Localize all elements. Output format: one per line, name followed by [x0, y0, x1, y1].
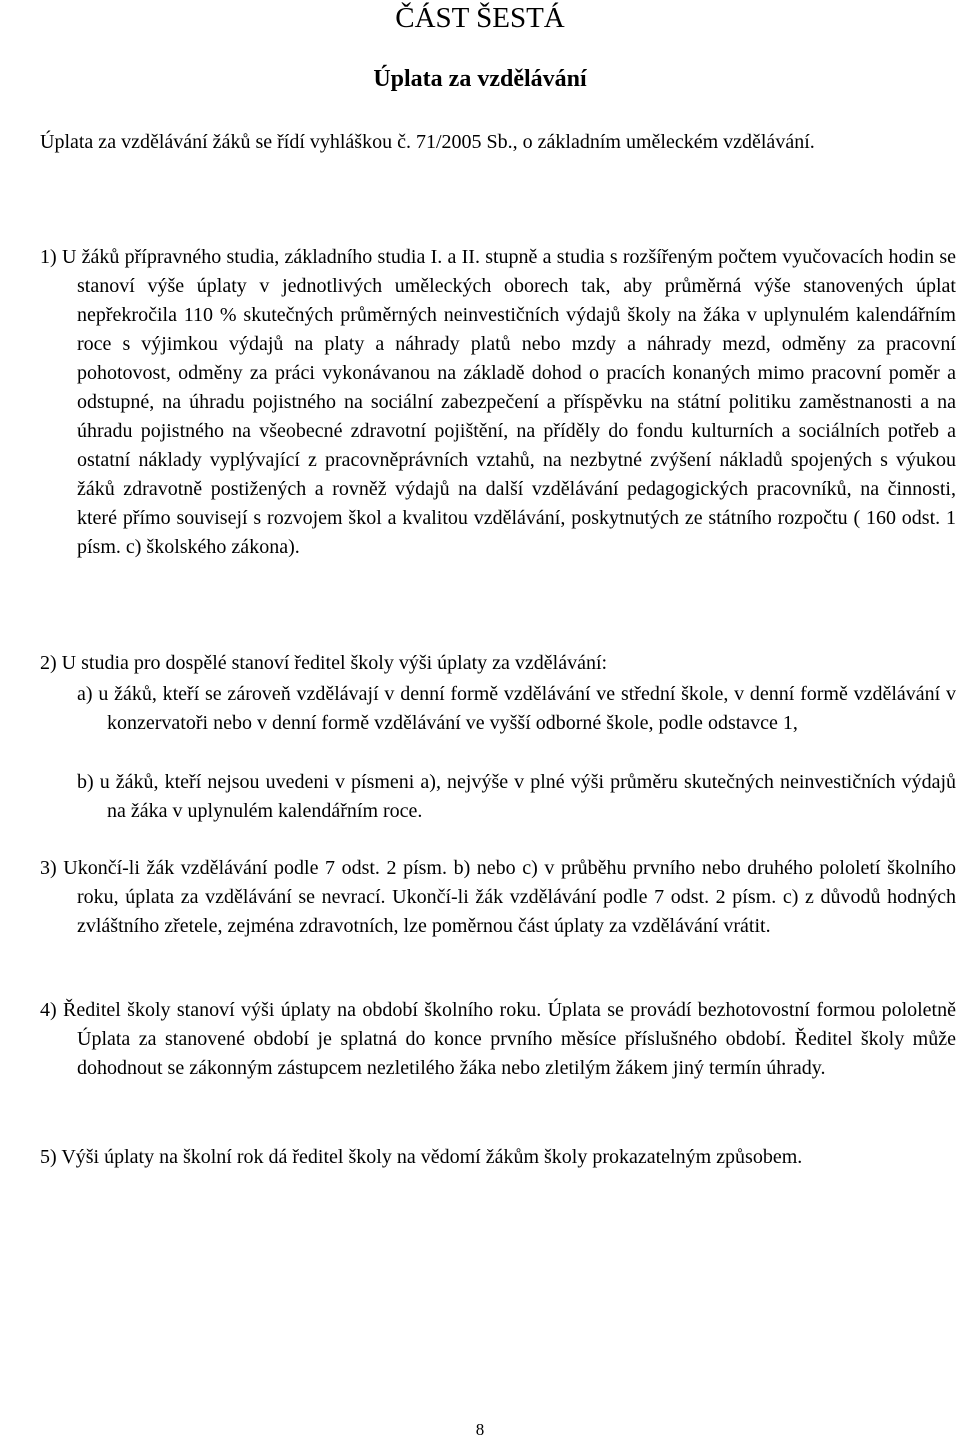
paragraph-2-item-a — [77, 680, 956, 738]
paragraph-2 — [40, 649, 956, 678]
paragraph-4-text: Ředitel školy stanoví výši úplaty na období školního roku. Úplata se provádí bezhotovostní formou pololetně Úplata za stanovené období je splatná do konce prvního měsíce příslušného období. Ředitel školy může dohodnout se zákonným zástupcem nezletilého žáka nebo zletilým žákem jiný termín úhrady. — [63, 999, 956, 1079]
paragraph-2-number: 2) — [40, 652, 57, 674]
paragraph-5 — [40, 1143, 956, 1172]
paragraph-4-line — [40, 996, 956, 1083]
part-title: ČÁST ŠESTÁ — [395, 2, 565, 34]
paragraph-3-number: 3) — [40, 857, 57, 879]
paragraph-2-item-a-label: a) — [77, 683, 93, 705]
paragraph-4 — [40, 996, 956, 1083]
paragraph-1-number: 1) — [40, 246, 57, 268]
section-title: Úplata za vzdělávání — [373, 66, 587, 92]
paragraph-2-line — [40, 649, 956, 678]
paragraph-5-line — [40, 1143, 956, 1172]
paragraph-3 — [40, 854, 956, 941]
paragraph-2-text: U studia pro dospělé stanoví ředitel školy výši úplaty za vzdělávání: — [61, 652, 608, 674]
paragraph-1-text: U žáků přípravného studia, základního studia I. a II. stupně a studia s rozšířeným počtem vyučovacích hodin se stanoví výše úplaty v jednotlivých uměleckých oborech tak, aby průměrná výše stanovených úplat nepřekročila 110 % skutečných průměrných neinvestičních výdajů školy na žáka v uplynulém kalendářním roce s výjimkou výdajů na platy a náhrady platů nebo mzdy a náhrady mezd, odměny za pracovní pohotovost, odměny za práci vykonávanou na základě dohod o pracích konaných mimo pracovní poměr a odstupné, na úhradu pojistného na sociální zabezpečení a příspěvku na státní politiku zaměstnanosti a na úhradu pojistného na všeobecné zdravotní pojištění, na příděly do fondu kulturních a sociálních potřeb a ostatní náklady vyplývající z pracovněprávních vztahů, na nezbytné zvýšení nákladů spojených s výukou žáků zdravotně postižených a rovněž výdajů na další vzdělávání pedagogických pracovníků, na činnosti, které přímo souvisejí s rozvojem škol a kvalitou vzdělávání, poskytnutých ze státního rozpočtu ( 160 odst. 1 písm. c) školského zákona). — [61, 246, 957, 558]
paragraph-3-text: Ukončí-li žák vzdělávání podle 7 odst. 2 písm. b) nebo c) v průběhu prvního nebo druhého pololetí školního roku, úplata za vzdělávání se nevrací. Ukončí-li žák vzdělávání podle 7 odst. 2 písm. c) z důvodů hodných zvláštního zřetele, zejména zdravotních, lze poměrnou část úplaty za vzdělávání vrátit. — [63, 857, 957, 937]
paragraph-2-item-a-text: u žáků, kteří se zároveň vzdělávají v denní formě vzdělávání ve střední škole, v denní formě vzdělávání v konzervatoři nebo v denní formě vzdělávání ve vyšší odborné škole, podle odstavce 1, — [98, 683, 956, 734]
paragraph-5-number: 5) — [40, 1146, 57, 1168]
intro-paragraph — [40, 128, 956, 157]
paragraph-3-line — [40, 854, 956, 941]
paragraph-2-item-b — [77, 768, 956, 826]
intro-text: Úplata za vzdělávání žáků se řídí vyhláškou č. 71/2005 Sb., o základním uměleckém vzdělávání. — [40, 131, 815, 153]
paragraph-1-line — [40, 243, 956, 562]
paragraph-5-text: Výši úplaty na školní rok dá ředitel školy na vědomí žákům školy prokazatelným způsobem. — [61, 1146, 803, 1168]
paragraph-2-item-b-label: b) — [77, 771, 94, 793]
paragraph-2-item-b-text: u žáků, kteří nejsou uvedeni v písmeni a), nejvýše v plné výši průměru skutečných neinvestičních výdajů na žáka v uplynulém kalendářním roce. — [99, 771, 956, 822]
page-number: 8 — [475, 1420, 485, 1439]
paragraph-4-number: 4) — [40, 999, 57, 1021]
paragraph-1 — [40, 243, 956, 562]
paragraph-2-item-a-line — [77, 680, 956, 738]
paragraph-2-item-b-line — [77, 768, 956, 826]
